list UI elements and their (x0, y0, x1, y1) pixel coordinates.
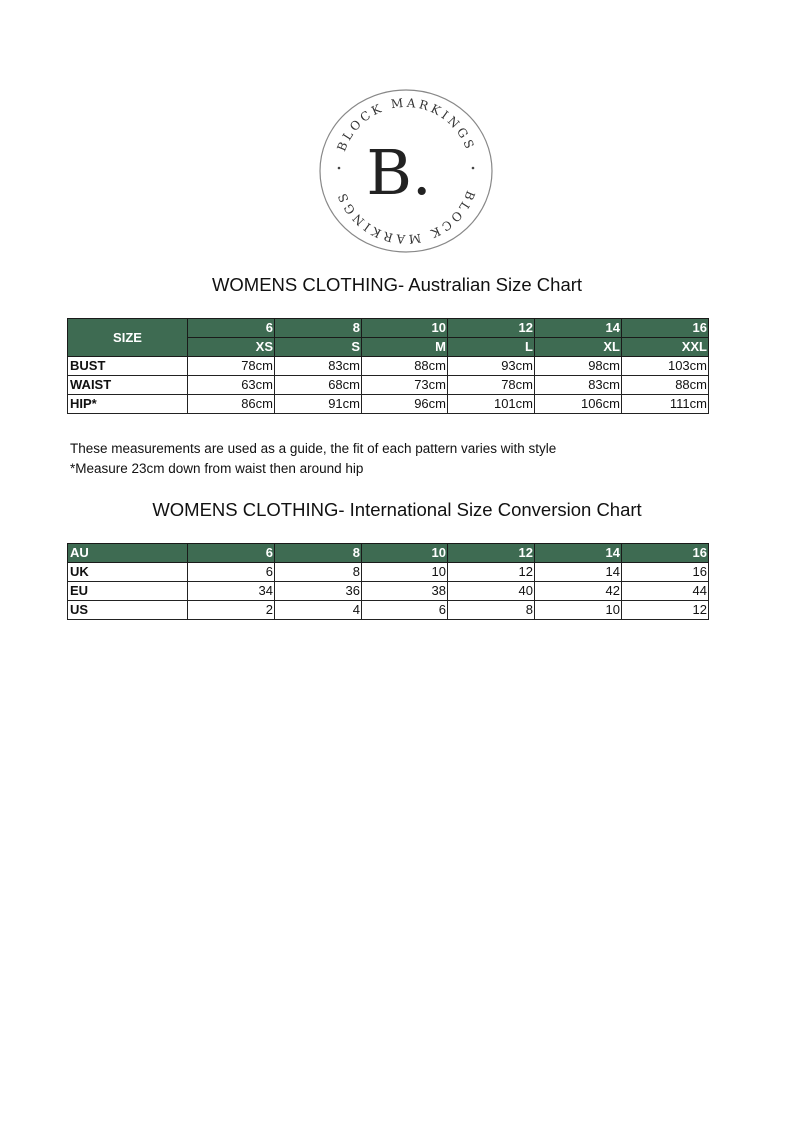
table-cell: 86cm (188, 395, 275, 414)
table-cell: 68cm (275, 376, 362, 395)
table-row (68, 395, 709, 414)
table-row (68, 601, 709, 620)
table-cell: 10 (362, 563, 448, 582)
table-cell: 10 (535, 601, 622, 620)
au-header-row (68, 544, 709, 563)
conversion-chart-table (67, 543, 709, 620)
letter-header: XXL (622, 338, 709, 357)
size-chart-table (67, 318, 709, 414)
notes (70, 439, 556, 479)
size-number-row (68, 319, 709, 338)
table-cell: 38 (362, 582, 448, 601)
row-label: WAIST (68, 376, 188, 395)
size-header: 8 (275, 319, 362, 338)
table-cell: 6 (188, 563, 275, 582)
table-cell: 91cm (275, 395, 362, 414)
size-header: 14 (535, 319, 622, 338)
size-header: 12 (448, 319, 535, 338)
letter-header: XS (188, 338, 275, 357)
row-label: UK (68, 563, 188, 582)
table-cell: 12 (622, 601, 709, 620)
table-cell: 14 (535, 563, 622, 582)
table-cell: 12 (448, 563, 535, 582)
au-size: 10 (362, 544, 448, 563)
au-size: 16 (622, 544, 709, 563)
table-cell: 4 (275, 601, 362, 620)
table-cell: 83cm (535, 376, 622, 395)
note-guide: These measurements are used as a guide, the fit of each pattern varies with style (70, 441, 557, 456)
table-cell: 44 (622, 582, 709, 601)
au-label: AU (68, 544, 188, 563)
size-corner-label: SIZE (68, 319, 188, 357)
table-cell: 111cm (622, 395, 709, 414)
logo-ring-bottom-text: BLOCK MARKINGS (334, 188, 478, 247)
table-cell: 73cm (362, 376, 448, 395)
table-cell: 6 (362, 601, 448, 620)
table-cell: 34 (188, 582, 275, 601)
letter-header: XL (535, 338, 622, 357)
table-cell: 8 (448, 601, 535, 620)
table-cell: 98cm (535, 357, 622, 376)
note-hip: *Measure 23cm down from waist then around hip (70, 461, 364, 476)
letter-header: M (362, 338, 448, 357)
block-markings-logo (318, 88, 494, 254)
table-row (68, 582, 709, 601)
table-cell: 2 (188, 601, 275, 620)
size-header: 16 (622, 319, 709, 338)
au-size: 14 (535, 544, 622, 563)
table-cell: 106cm (535, 395, 622, 414)
table-cell: 88cm (362, 357, 448, 376)
table-row (68, 376, 709, 395)
row-label: HIP* (68, 395, 188, 414)
au-size: 6 (188, 544, 275, 563)
table-row (68, 563, 709, 582)
size-header: 10 (362, 319, 448, 338)
table-cell: 8 (275, 563, 362, 582)
table-cell: 93cm (448, 357, 535, 376)
size-header: 6 (188, 319, 275, 338)
table-cell: 96cm (362, 395, 448, 414)
row-label: EU (68, 582, 188, 601)
conversion-chart-title: WOMENS CLOTHING- International Size Conversion Chart (152, 499, 642, 520)
letter-header: S (275, 338, 362, 357)
logo-ring-top-text: BLOCK MARKINGS (334, 95, 478, 154)
table-cell: 101cm (448, 395, 535, 414)
letter-header: L (448, 338, 535, 357)
table-cell: 16 (622, 563, 709, 582)
row-label: BUST (68, 357, 188, 376)
table-cell: 63cm (188, 376, 275, 395)
table-cell: 88cm (622, 376, 709, 395)
table-cell: 36 (275, 582, 362, 601)
au-size: 12 (448, 544, 535, 563)
au-size: 8 (275, 544, 362, 563)
logo-monogram: B. (366, 136, 432, 209)
table-cell: 40 (448, 582, 535, 601)
table-cell: 78cm (188, 357, 275, 376)
table-cell: 78cm (448, 376, 535, 395)
row-label: US (68, 601, 188, 620)
table-cell: 42 (535, 582, 622, 601)
table-row (68, 357, 709, 376)
table-cell: 83cm (275, 357, 362, 376)
table-cell: 103cm (622, 357, 709, 376)
size-chart-title: WOMENS CLOTHING- Australian Size Chart (211, 274, 583, 295)
